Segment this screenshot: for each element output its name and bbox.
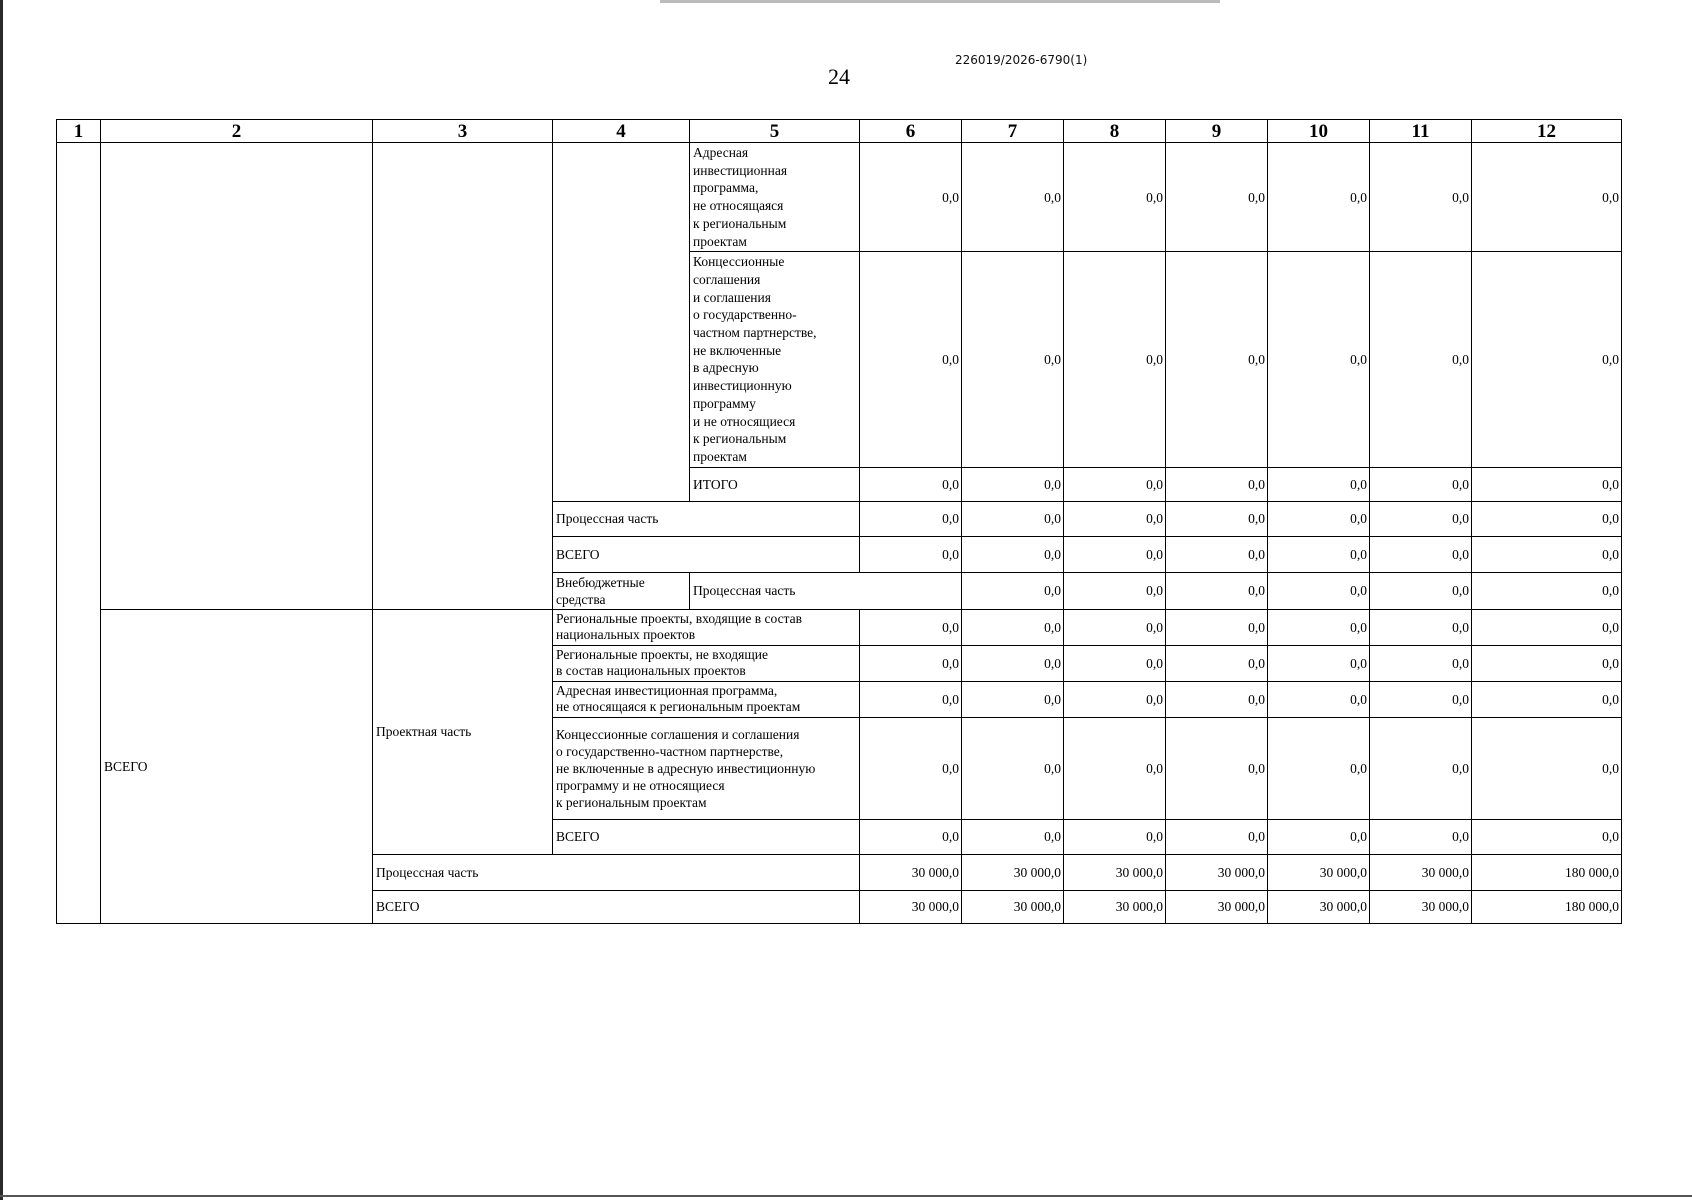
value-cell: 0,0 [1370, 609, 1472, 645]
row-label: Адресная инвестиционная программа, не относящаяся к региональным проектам [690, 143, 860, 252]
value-cell: 0,0 [1370, 143, 1472, 252]
value-cell: 0,0 [1268, 143, 1370, 252]
table-row [57, 143, 1622, 252]
value-cell: 0,0 [1370, 467, 1472, 501]
value-cell: 0,0 [962, 645, 1064, 681]
page-number: 24 [828, 64, 850, 89]
value-cell: 0,0 [1166, 536, 1268, 572]
value-cell: 30 000,0 [1166, 854, 1268, 890]
row-label: Региональные проекты, входящие в состав национальных проектов [553, 609, 860, 645]
value-cell: 30 000,0 [1370, 854, 1472, 890]
col4-cell [553, 143, 690, 502]
value-cell: 0,0 [1166, 143, 1268, 252]
value-cell: 0,0 [1370, 252, 1472, 467]
value-cell: 0,0 [1472, 143, 1622, 252]
row-label: Процессная часть [373, 854, 860, 890]
row-label: Адресная инвестиционная программа, не относящаяся к региональным проектам [553, 681, 860, 717]
value-cell: 0,0 [1064, 252, 1166, 467]
value-cell: 30 000,0 [962, 890, 1064, 923]
value-cell: 0,0 [1370, 819, 1472, 854]
value-cell: 0,0 [1268, 467, 1370, 501]
value-cell: 0,0 [1370, 717, 1472, 819]
value-cell: 0,0 [1472, 609, 1622, 645]
value-cell: 0,0 [1472, 536, 1622, 572]
value-cell: 0,0 [1166, 467, 1268, 501]
value-cell: 0,0 [1472, 645, 1622, 681]
value-cell: 0,0 [1166, 572, 1268, 609]
value-cell: 0,0 [1166, 717, 1268, 819]
row-label: ВСЕГО [553, 819, 860, 854]
value-cell: 0,0 [1166, 609, 1268, 645]
value-cell: 0,0 [1268, 572, 1370, 609]
row-label: ВСЕГО [101, 609, 373, 923]
column-number-header: 4 [553, 120, 690, 143]
value-cell: 30 000,0 [860, 854, 962, 890]
value-cell: 0,0 [1064, 501, 1166, 536]
value-cell: 0,0 [1370, 572, 1472, 609]
value-cell: 0,0 [1064, 819, 1166, 854]
column-number-header: 11 [1370, 120, 1472, 143]
value-cell: 0,0 [962, 143, 1064, 252]
value-cell: 0,0 [1064, 609, 1166, 645]
col3-cell [373, 143, 553, 610]
value-cell: 0,0 [860, 645, 962, 681]
budget-table [56, 119, 1622, 924]
value-cell: 0,0 [1064, 717, 1166, 819]
row-label: ВСЕГО [553, 536, 860, 572]
value-cell: 0,0 [1370, 645, 1472, 681]
value-cell: 0,0 [1166, 819, 1268, 854]
value-cell: 0,0 [1472, 252, 1622, 467]
value-cell: 30 000,0 [962, 854, 1064, 890]
value-cell: 0,0 [1370, 536, 1472, 572]
value-cell: 0,0 [1472, 717, 1622, 819]
value-cell: 0,0 [1064, 143, 1166, 252]
column-number-header: 7 [962, 120, 1064, 143]
row-label: Концессионные соглашения и соглашения о государственно- частном партнерстве, не включенные в адресную инвестиционную программу и не относящиеся к региональным проектам [690, 252, 860, 467]
row-label: Концессионные соглашения и соглашения о государственно-частном партнерстве, не включенные в адресную инвестиционную программу и не относящиеся к региональным проектам [553, 717, 860, 819]
value-cell: 30 000,0 [1268, 854, 1370, 890]
value-cell: 0,0 [962, 536, 1064, 572]
scan-left-edge [0, 0, 3, 1200]
row-label: Процессная часть [553, 501, 860, 536]
value-cell: 0,0 [962, 717, 1064, 819]
value-cell: 0,0 [1268, 501, 1370, 536]
value-cell: 0,0 [1268, 609, 1370, 645]
scan-top-smudge [660, 0, 1220, 3]
value-cell: 0,0 [1166, 645, 1268, 681]
value-cell: 0,0 [1268, 252, 1370, 467]
row-label: ИТОГО [690, 467, 860, 501]
value-cell: 0,0 [860, 819, 962, 854]
value-cell: 30 000,0 [1064, 854, 1166, 890]
value-cell: 0,0 [1064, 467, 1166, 501]
column-number-header: 1 [57, 120, 101, 143]
value-cell: 0,0 [860, 252, 962, 467]
value-cell: 0,0 [860, 717, 962, 819]
column-number-header: 6 [860, 120, 962, 143]
value-cell: 0,0 [860, 609, 962, 645]
scan-bottom-edge [0, 1195, 1692, 1197]
value-cell: 0,0 [1064, 536, 1166, 572]
value-cell: 0,0 [1472, 467, 1622, 501]
value-cell: 0,0 [962, 572, 1064, 609]
value-cell: 0,0 [860, 501, 962, 536]
value-cell: 0,0 [1370, 681, 1472, 717]
value-cell: 0,0 [962, 252, 1064, 467]
column-number-header: 12 [1472, 120, 1622, 143]
row-label: ВСЕГО [373, 890, 860, 923]
col1-cell [57, 143, 101, 924]
value-cell: 0,0 [962, 609, 1064, 645]
column-number-row [57, 120, 1622, 143]
table-row [57, 609, 1622, 645]
document-id: 226019/2026-6790(1) [955, 53, 1088, 67]
value-cell: 0,0 [1472, 681, 1622, 717]
row-label: Процессная часть [690, 572, 962, 609]
column-number-header: 9 [1166, 120, 1268, 143]
value-cell: 0,0 [1472, 572, 1622, 609]
value-cell: 180 000,0 [1472, 854, 1622, 890]
row-label: Проектная часть [373, 609, 553, 854]
value-cell: 30 000,0 [1064, 890, 1166, 923]
value-cell: 0,0 [860, 536, 962, 572]
row-label: Региональные проекты, не входящие в состав национальных проектов [553, 645, 860, 681]
value-cell: 0,0 [1268, 645, 1370, 681]
column-number-header: 2 [101, 120, 373, 143]
value-cell: 30 000,0 [860, 890, 962, 923]
row-label: Внебюджетные средства [553, 572, 690, 609]
value-cell: 0,0 [1268, 681, 1370, 717]
value-cell: 0,0 [962, 501, 1064, 536]
value-cell: 0,0 [1064, 681, 1166, 717]
value-cell: 0,0 [1166, 501, 1268, 536]
value-cell: 0,0 [1166, 252, 1268, 467]
value-cell: 0,0 [962, 819, 1064, 854]
value-cell: 0,0 [1268, 819, 1370, 854]
value-cell: 0,0 [1268, 536, 1370, 572]
column-number-header: 10 [1268, 120, 1370, 143]
value-cell: 30 000,0 [1370, 890, 1472, 923]
column-number-header: 3 [373, 120, 553, 143]
value-cell: 0,0 [1064, 572, 1166, 609]
value-cell: 0,0 [1064, 645, 1166, 681]
value-cell: 30 000,0 [1166, 890, 1268, 923]
column-number-header: 8 [1064, 120, 1166, 143]
value-cell: 0,0 [962, 467, 1064, 501]
value-cell: 180 000,0 [1472, 890, 1622, 923]
column-number-header: 5 [690, 120, 860, 143]
col2-cell [101, 143, 373, 610]
value-cell: 0,0 [860, 143, 962, 252]
value-cell: 0,0 [1268, 717, 1370, 819]
value-cell: 30 000,0 [1268, 890, 1370, 923]
value-cell: 0,0 [1472, 501, 1622, 536]
value-cell: 0,0 [962, 681, 1064, 717]
value-cell: 0,0 [860, 681, 962, 717]
value-cell: 0,0 [1370, 501, 1472, 536]
value-cell: 0,0 [1472, 819, 1622, 854]
value-cell: 0,0 [860, 467, 962, 501]
value-cell: 0,0 [1166, 681, 1268, 717]
